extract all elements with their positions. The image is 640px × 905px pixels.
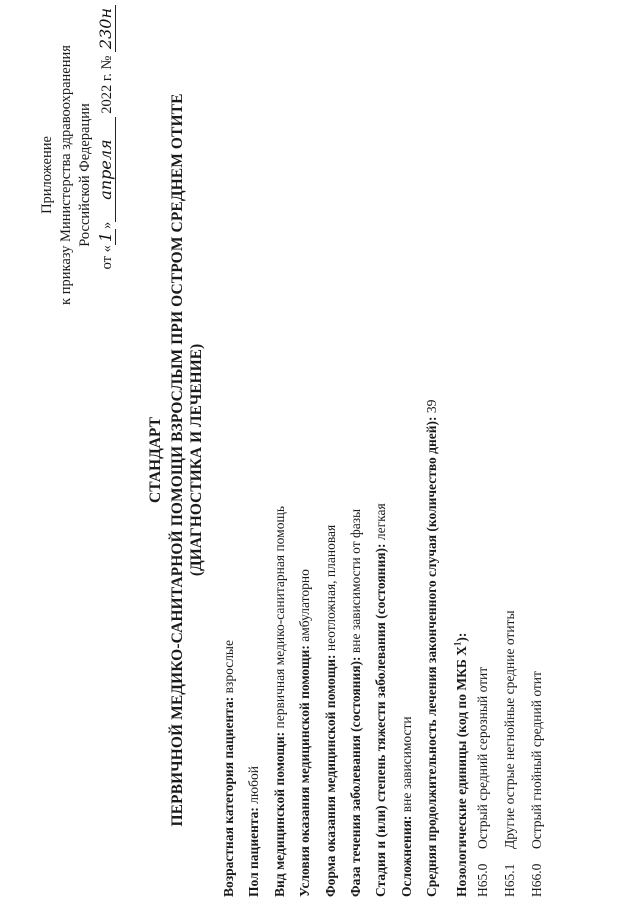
appendix-label: Приложение xyxy=(39,136,55,214)
field-sex xyxy=(245,17,270,897)
date-day-handwritten: 1 xyxy=(96,229,116,245)
field-label: Средняя продолжительность лечения законченного случая (количество дней): xyxy=(424,416,440,897)
title-subject: ПЕРВИЧНОЙ МЕДИКО-САНИТАРНОЙ ПОМОЩИ ВЗРОСЛЫМ ПРИ ОСТРОМ СРЕДНЕМ ОТИТЕ xyxy=(169,93,186,827)
field-severity xyxy=(372,17,397,897)
field-label: Возрастная категория пациента: xyxy=(221,696,236,897)
field-value: 39 xyxy=(424,399,440,417)
field-value: неотложная, плановая xyxy=(322,524,338,655)
icd-code: H66.0 xyxy=(528,863,544,897)
field-nosology-header xyxy=(449,17,474,897)
field-care-form xyxy=(322,17,347,897)
nosology-label: Нозологические единицы (код по МКБ $X^1$): xyxy=(452,632,470,897)
nosology-item xyxy=(528,17,555,897)
field-disease-phase xyxy=(347,17,372,897)
title-heading: СТАНДАРТ xyxy=(147,417,164,503)
diagnosis-name: Другие острые негнойные средние отиты xyxy=(501,610,517,849)
date-prefix: от « xyxy=(99,245,115,270)
field-value: вне зависимости от фазы xyxy=(347,508,363,657)
field-value: легкая xyxy=(373,503,389,544)
field-label: Форма оказания медицинской помощи: xyxy=(322,654,338,897)
field-complications xyxy=(398,17,423,897)
date-quote: » xyxy=(99,221,115,229)
field-label: Осложнения: xyxy=(398,815,414,897)
appendix-block xyxy=(38,5,117,345)
field-age-category xyxy=(220,17,245,897)
nosology-item xyxy=(474,17,501,897)
field-label: Вид медицинской помощи: xyxy=(271,731,287,897)
date-year: 2022 г. № xyxy=(99,55,115,114)
icd-code: H65.1 xyxy=(501,863,517,897)
standard-fields xyxy=(220,17,555,897)
diagnosis-name: Острый гнойный средний отит xyxy=(528,671,544,849)
date-month-handwritten: апреля xyxy=(96,117,116,221)
field-label: Фаза течения заболевания (состояния): xyxy=(347,656,363,897)
appendix-date-line xyxy=(96,5,117,345)
footnote-marker: 1 xyxy=(452,641,463,647)
order-number-handwritten: 230н xyxy=(96,5,116,52)
field-label: Условия оказания медицинской помощи: xyxy=(297,645,313,897)
appendix-federation-line: Российской Федерации xyxy=(77,103,93,247)
icd-code: H65.0 xyxy=(474,863,490,897)
field-label: Стадия и (или) степень тяжести заболевания (состояния): xyxy=(373,543,389,897)
field-value: первичная медико-санитарная помощь xyxy=(271,505,287,732)
field-label: Пол пациента: xyxy=(246,807,262,897)
field-value: вне зависимости xyxy=(398,716,414,816)
field-care-conditions xyxy=(296,17,321,897)
diagnosis-name: Острый средний серозный отит xyxy=(474,666,490,849)
nosology-item xyxy=(501,17,528,897)
field-value: любой xyxy=(246,766,262,808)
title-scope: (ДИАГНОСТИКА И ЛЕЧЕНИЕ) xyxy=(188,343,205,577)
field-treatment-duration xyxy=(423,17,448,897)
field-value: взрослые xyxy=(221,640,236,697)
field-value: амбулаторно xyxy=(297,569,313,646)
document-title-block xyxy=(146,35,206,885)
field-care-type xyxy=(271,17,296,897)
appendix-order-line: к приказу Министерства здравоохранения xyxy=(58,45,74,305)
